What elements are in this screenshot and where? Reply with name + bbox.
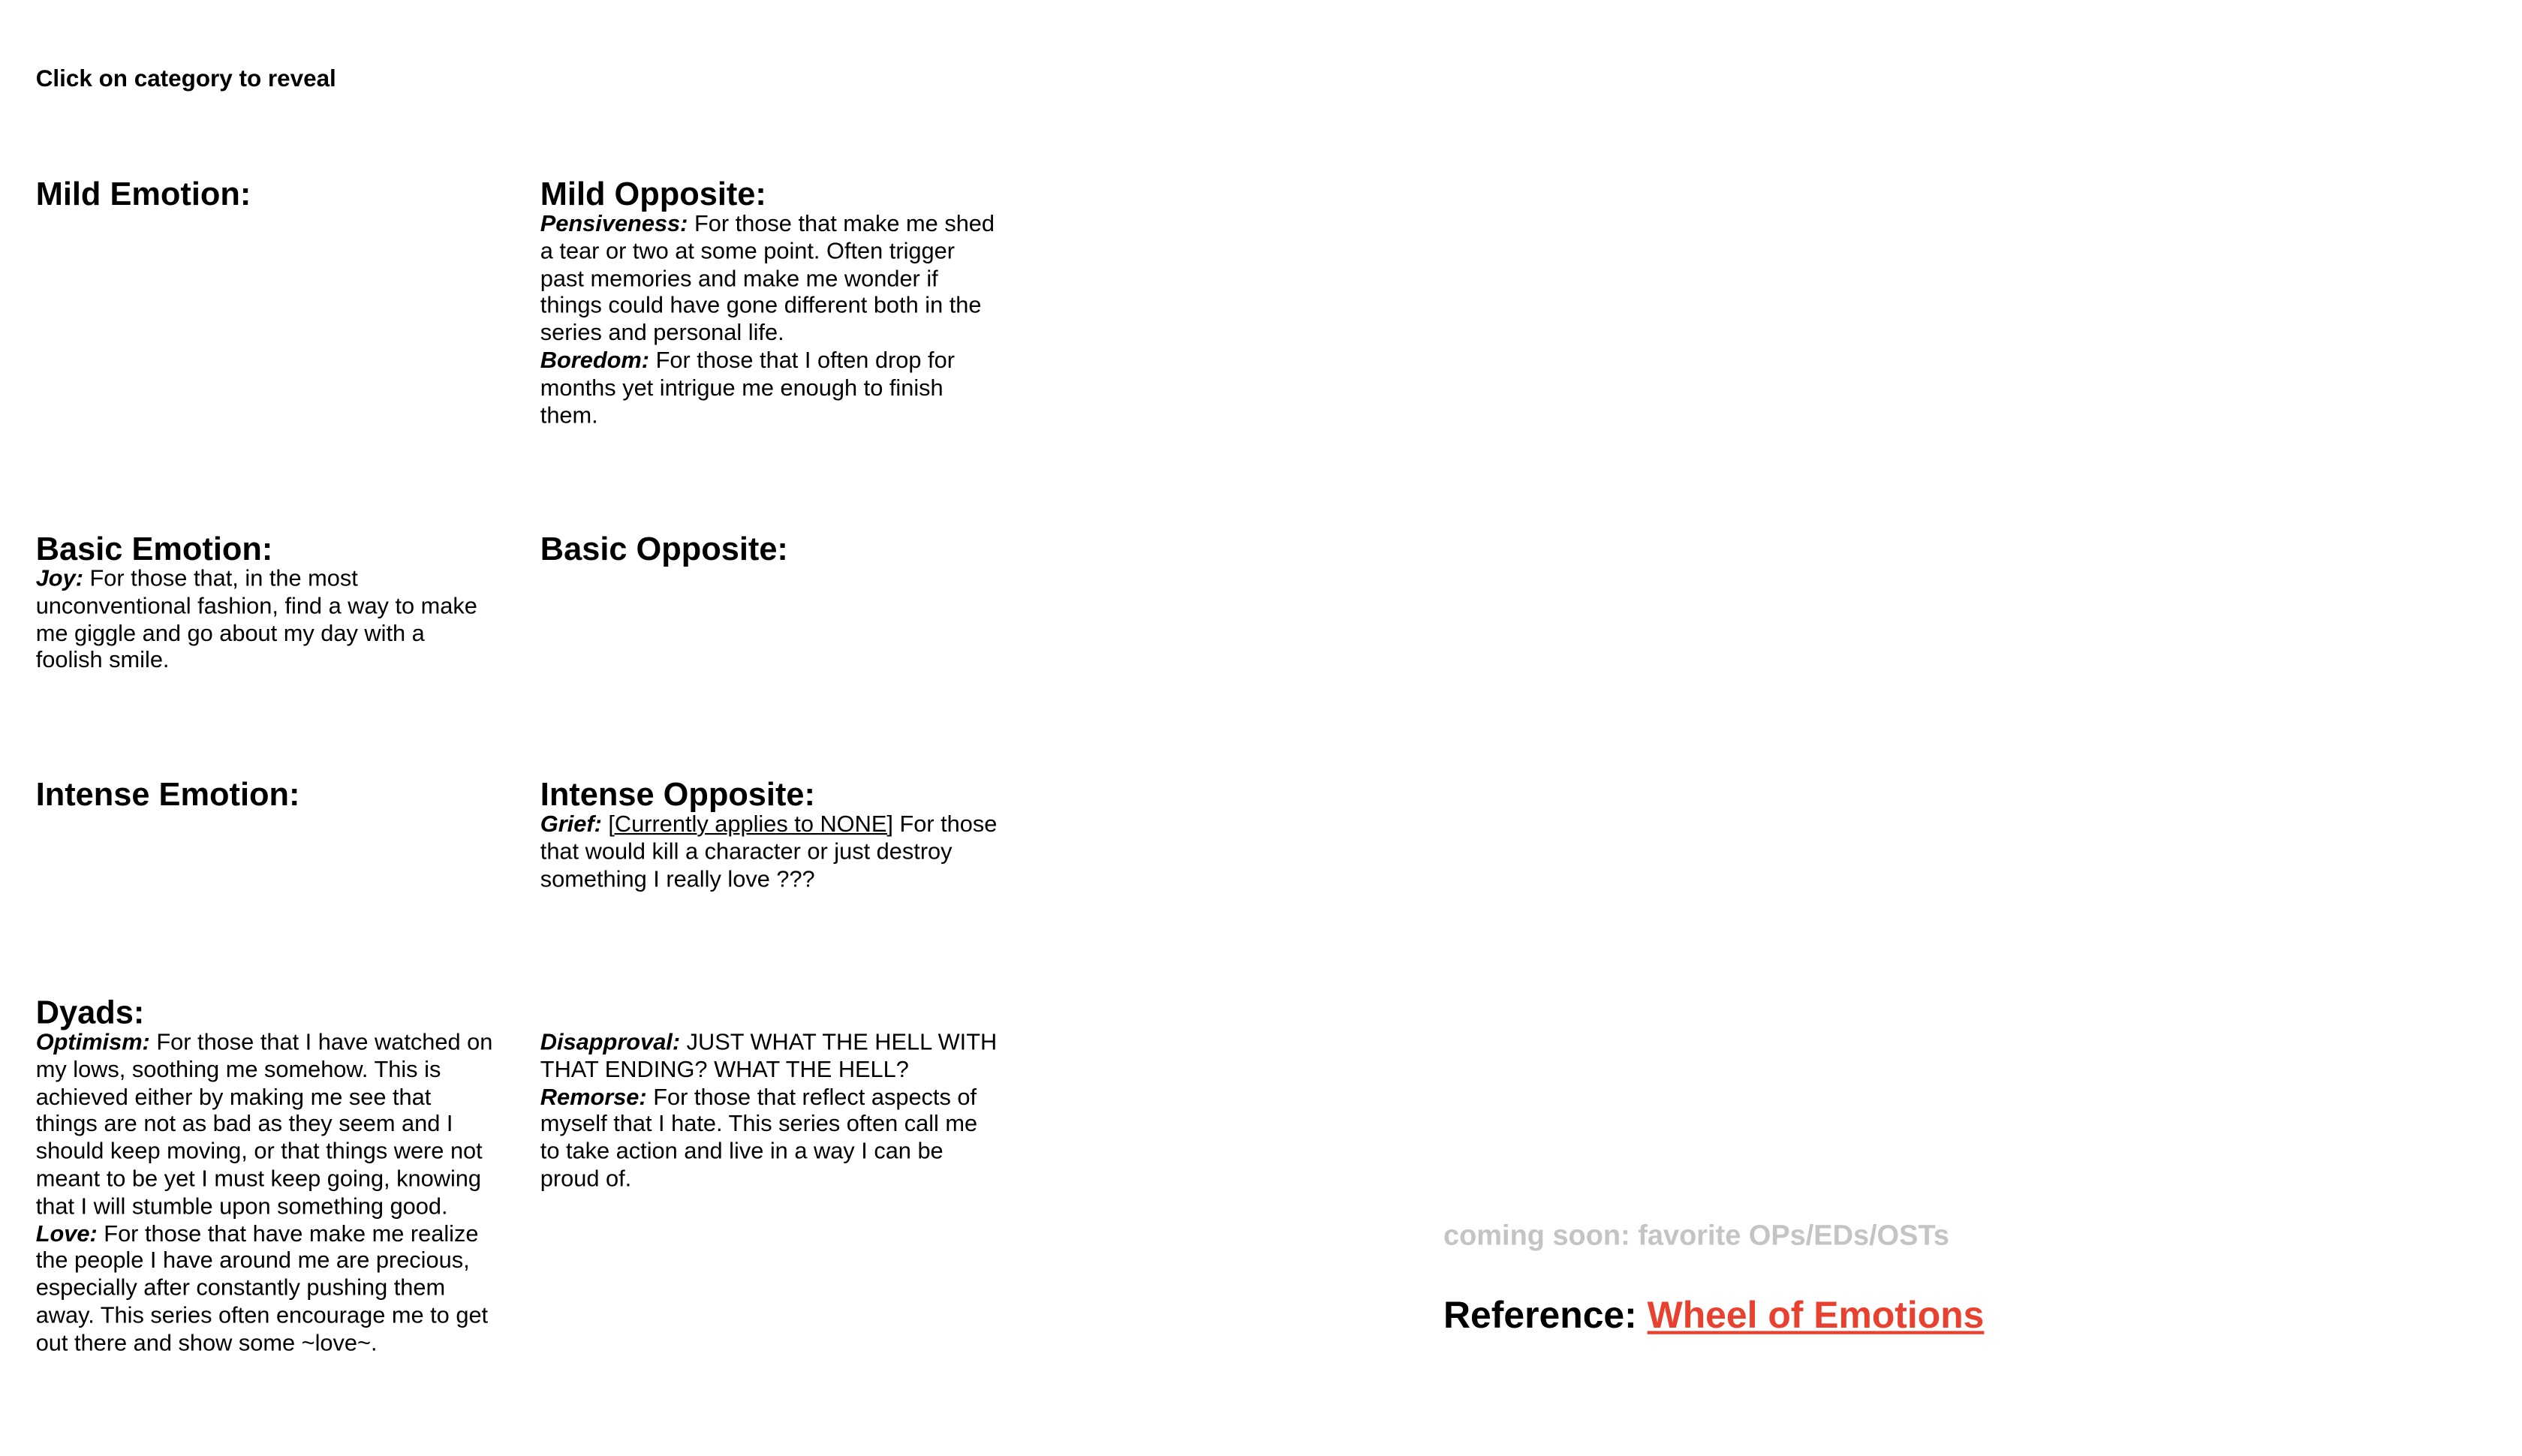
entry-text: For those that reflect aspects of myself that I hate. This series often call me to take action and live in a way I can be proud of. <box>540 1084 978 1193</box>
entry-term: Optimism: <box>35 1030 150 1057</box>
entry-term: Love: <box>35 1221 98 1247</box>
mild-opposite-heading[interactable]: Mild Opposite: <box>540 177 766 214</box>
section-dyads <box>36 997 495 1358</box>
entry-boredom <box>540 348 999 430</box>
dyads-heading[interactable]: Dyads: <box>35 995 145 1032</box>
section-intense-emotion <box>35 778 495 814</box>
entry-joy <box>36 566 495 675</box>
entry-text: For those that make me shed a tear or two at some point. Often trigger past memories and make me wonder if things could have gone different both in the series and personal life. <box>540 211 995 347</box>
entry-term: Pensiveness: <box>540 211 688 238</box>
basic-emotion-heading[interactable]: Basic Emotion: <box>35 531 273 568</box>
coming-soon-note: coming soon: favorite OPs/EDs/OSTs <box>1443 1218 1949 1252</box>
entry-disapproval <box>540 1030 999 1084</box>
section-mild-opposite <box>540 179 999 430</box>
section-dyads-opposite <box>540 997 999 1194</box>
entry-text: For those that I have watched on my lows, soothing me somehow. This is achieved either by making me see that things are not as bad as they seem and I should keep moving, or that things were not meant to be yet I must keep going, knowing that I will stumble upon something good. <box>35 1030 493 1220</box>
entry-term: Remorse: <box>540 1084 647 1111</box>
entry-grief <box>540 812 999 894</box>
basic-opposite-heading[interactable]: Basic Opposite: <box>540 531 788 568</box>
entry-pensiveness <box>540 212 999 348</box>
entry-remorse <box>540 1084 999 1194</box>
mild-emotion-heading[interactable]: Mild Emotion: <box>35 177 251 214</box>
intense-opposite-heading[interactable]: Intense Opposite: <box>540 778 815 814</box>
entry-term: Joy: <box>35 566 83 593</box>
intense-emotion-heading[interactable]: Intense Emotion: <box>35 778 300 814</box>
section-basic-opposite <box>540 531 999 568</box>
entry-love <box>36 1221 495 1358</box>
entry-text: JUST WHAT THE HELL WITH THAT ENDING? WHAT THE HELL? <box>540 1030 998 1084</box>
entry-text: For those that would kill a character or just destroy something I really love ??? <box>540 811 998 893</box>
entry-note: [Currently applies to NONE] <box>608 811 893 838</box>
wheel-of-emotions-link[interactable]: Wheel of Emotions <box>1647 1293 1985 1336</box>
entry-optimism <box>36 1030 495 1221</box>
section-mild-emotion <box>35 177 495 214</box>
entry-term: Grief: <box>540 811 602 838</box>
reveal-hint[interactable]: Click on category to reveal <box>35 66 336 93</box>
entry-text: For those that have make me realize the people I have around me are precious, especially after constantly pushing them away. This series often encourage me to get out there and show some ~love~. <box>35 1221 489 1357</box>
entry-term: Disapproval: <box>540 1030 681 1057</box>
reference-label: Reference: <box>1443 1293 1648 1336</box>
entry-text: For those that I often drop for months yet intrigue me enough to finish them. <box>540 347 955 429</box>
reference-line <box>1443 1294 1984 1338</box>
section-basic-emotion <box>35 531 495 675</box>
heading-spacer <box>540 997 999 1030</box>
entry-text: For those that, in the most unconventional fashion, find a way to make me giggle and go about my day with a foolish smile. <box>35 566 477 675</box>
entry-term: Boredom: <box>540 347 650 375</box>
section-intense-opposite <box>540 779 999 894</box>
